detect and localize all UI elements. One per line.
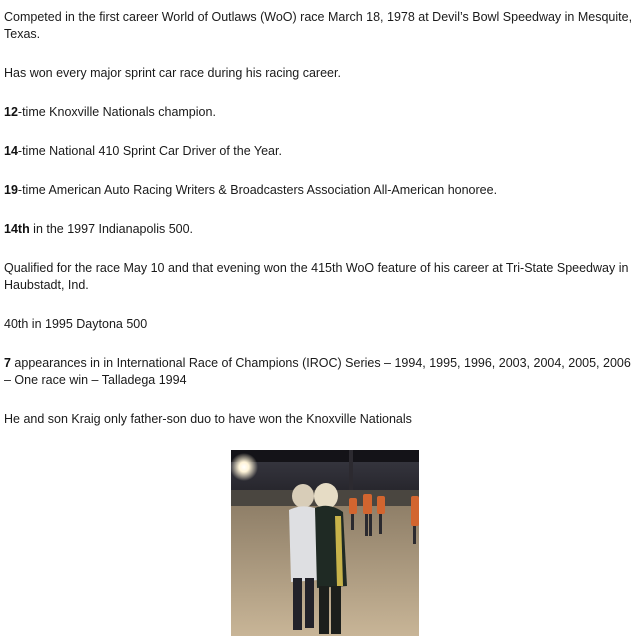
fact-driver-of-year: [4, 143, 634, 160]
fact-text: Has won every major sprint car race during his racing career.: [4, 66, 341, 80]
fact-text: -time American Auto Racing Writers & Broadcasters Association All-American honoree.: [17, 183, 498, 197]
light-pole: [349, 450, 353, 495]
fact-first-woo-race: [4, 9, 634, 43]
article-body: [4, 9, 634, 450]
fact-text: -time Knoxville Nationals champion.: [17, 105, 216, 119]
victory-lane-photo: [231, 450, 419, 636]
fact-text: Qualified for the race May 10 and that evening won the 415th WoO feature of his career at Tri-State Speedway in Haubstadt, Ind.: [4, 261, 629, 292]
fact-highlight: 12: [4, 105, 18, 119]
fact-all-american: [4, 182, 634, 199]
fact-highlight: 19: [4, 183, 18, 197]
fact-highlight: 7: [4, 356, 11, 370]
fact-text: in the 1997 Indianapolis 500.: [29, 222, 194, 236]
fact-text: -time National 410 Sprint Car Driver of the Year.: [17, 144, 282, 158]
fact-text: 40th in 1995 Daytona 500: [4, 317, 148, 331]
fact-highlight: 14th: [4, 222, 30, 236]
fact-knoxville-titles: [4, 104, 634, 121]
fact-iroc-appearances: [4, 355, 634, 389]
fact-text: Competed in the first career World of Outlaws (WoO) race March 18, 1978 at Devil’s Bowl Speedway in Mesquite, Texas.: [4, 10, 633, 41]
fact-daytona-500: [4, 316, 634, 333]
stadium-light: [231, 453, 258, 481]
fact-highlight: 14: [4, 144, 18, 158]
fact-text: He and son Kraig only father-son duo to have won the Knoxville Nationals: [4, 412, 412, 426]
fact-every-major-race: [4, 65, 634, 82]
grandstand-roof: [231, 450, 419, 462]
fact-father-son-duo: [4, 411, 634, 428]
fact-text: appearances in in International Race of Champions (IROC) Series – 1994, 1995, 1996, 2003, 2004, 2005, 2006 – One race win – Talladega 1994: [4, 356, 631, 387]
photo-illustration: [231, 450, 419, 636]
fact-indy-500: [4, 221, 634, 238]
fact-tri-state-win: [4, 260, 634, 294]
